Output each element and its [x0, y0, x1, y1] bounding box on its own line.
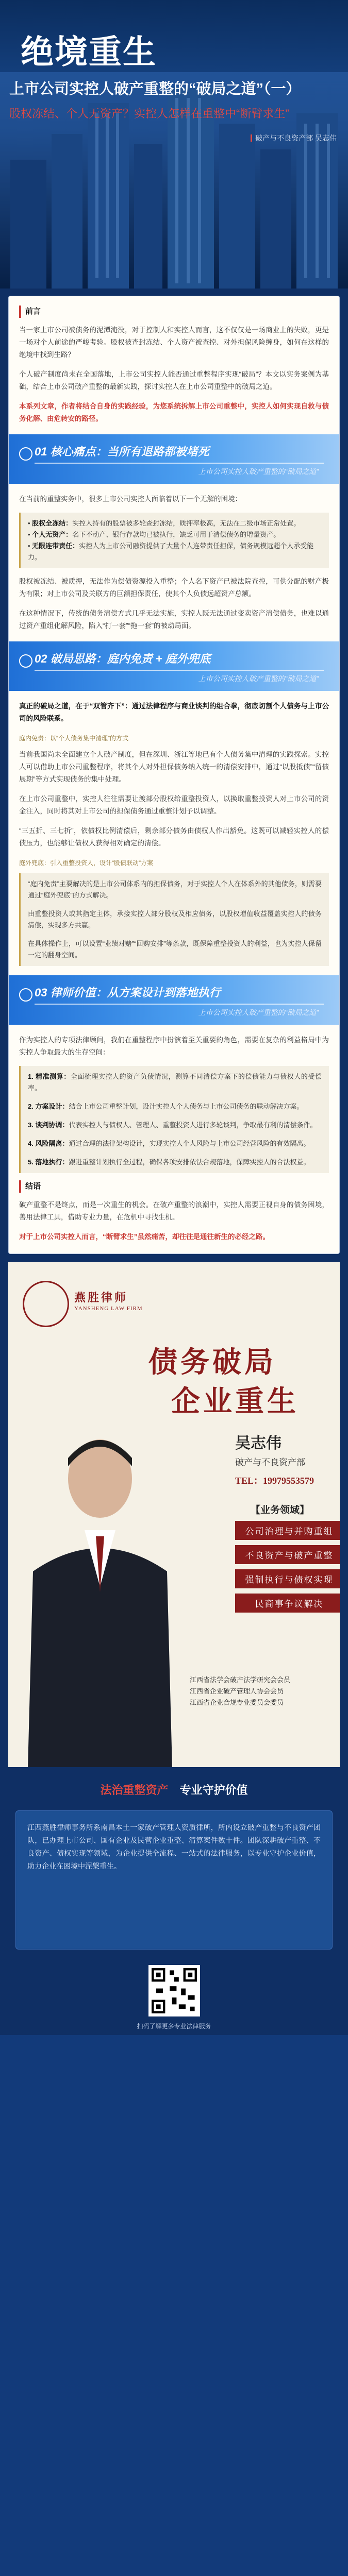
field-title: 【业务领域】 — [251, 1505, 310, 1516]
intro-label: 前言 — [19, 306, 41, 318]
intro-paragraph: 当一家上市公司被债务的泥潭淹没，对于控制人和实控人而言，这不仅仅是一场商业上的失败，更是一场对个人前途的严峻考验。股权被查封冻结、个人资产被查控、对外担保风险缠身，如何在这样的绝境中找到生路？ — [19, 326, 329, 359]
conclusion-paragraph: 对于上市公司实控人而言，“断臂求生”虽然痛苦，却往往是通往新生的必经之路。 — [19, 1233, 270, 1241]
bullet-item — [28, 1138, 322, 1149]
section2-title: 02 破局思路：庭内免责 + 庭外兜底 — [35, 652, 211, 665]
footer-title — [0, 1782, 348, 1798]
qr-caption: 扫码了解更多专业法律服务 — [137, 2023, 211, 2030]
section3-subtitle: 上市公司实控人破产重整的“破局之道” — [198, 1008, 319, 1016]
section2-paragraph: “三五折、三七折”，依债权比例清偿后，剩余部分债务由债权人作出豁免。这既可以减轻实控人的偿债压力，也能够让债权人获得相对确定的清偿。 — [19, 827, 329, 847]
section2-banner — [9, 641, 339, 691]
section3-lead: 作为实控人的专项法律顾问，我们在重整程序中扮演着至关重要的角色，需要在复杂的利益格局中为实控人争取最大的生存空间： — [19, 1036, 329, 1056]
section3-banner — [9, 975, 339, 1025]
bullet-text: 名下不动产、银行存款均已被执行，缺乏可用于清偿债务的增量资产。 — [72, 531, 280, 538]
section2-paragraph: 在上市公司重整中，实控人往往需要让渡部分股权给重整投资人，以换取重整投资人对上市公司的资金注入，同时将其对上市公司的担保债务通过重整计划予以调整。 — [19, 795, 329, 815]
section3-title: 03 律师价值：从方案设计到落地执行 — [35, 986, 221, 999]
section2-paragraph: 由重整投资人或其指定主体，承接实控人部分股权及相应债务，以股权增值收益覆盖实控人的债务清偿，实现多方共赢。 — [28, 910, 322, 929]
lawyer-role: 破产与不良资产部 — [235, 1458, 305, 1467]
qualification-item: 江西省法学会破产法学研究会会员 — [190, 1676, 291, 1684]
firm-name-en: YANSHENG LAW FIRM — [74, 1306, 143, 1312]
hero-tagline: 股权冻结、个人无资产？实控人怎样在重整中“断臂求生” — [9, 107, 289, 120]
bullet-text: 代表实控人与债权人、管理人、重整投资人进行多轮谈判，争取最有利的清偿条件。 — [69, 1121, 317, 1129]
headline-1: 债务破局 — [148, 1347, 276, 1379]
bullet-head: 个人无资产： — [32, 531, 73, 538]
bullet-head: 1. 精准测算： — [28, 1073, 71, 1080]
hero-author — [251, 133, 337, 143]
bullet-item — [28, 1157, 322, 1168]
bullet-text: 结合上市公司重整计划，设计实控人个人债务与上市公司债务的联动解决方案。 — [69, 1103, 304, 1110]
bullet-head: 股权全冻结： — [32, 519, 73, 527]
qualification-item: 江西省企业破产管理人协会会员 — [190, 1687, 284, 1695]
section1-paragraph: 股权被冻结、被质押，无法作为偿债资源投入重整；个人名下资产已被法院查控，可供分配的财产极为有限；对上市公司及关联方的巨额担保责任，使其个人负债远超资产总额。 — [19, 578, 329, 598]
footer-body: 江西燕胜律师事务所系南昌本土一家破产管理人资质律所，所内设立破产重整与不良资产团队，已办理上市公司、国有企业及民营企业重整、清算案件数十件。团队深耕破产重整、不良资产、债权实现等领域，为企业提供全流程、一站式的法律服务，以专业守护企业价值，助力企业在困境中涅槃重生。 — [15, 1810, 333, 1950]
bullet-head: 5. 落地执行： — [28, 1158, 69, 1166]
footer-panel — [0, 1767, 348, 2035]
author-bar-icon — [251, 134, 252, 142]
field-tags — [235, 1521, 340, 1618]
firm-logo-icon — [23, 1281, 69, 1327]
field-tag: 公司治理与并购重组 — [235, 1521, 340, 1540]
intro-paragraph: 个人破产制度尚未在全国落地，上市公司实控人能否通过重整程序实现“破局”？本文以实务案例为基础，结合上市公司破产重整的最新实践，探讨实控人在上市公司重整中的破局之道。 — [19, 370, 329, 391]
field-tag: 不良资产与破产重整 — [235, 1545, 340, 1564]
footer-title-b: 专业守护价值 — [179, 1784, 248, 1797]
bullet-item: • 股权全冻结：实控人持有的股票被多轮查封冻结，质押率极高，无法在二级市场正常处置。 — [28, 519, 301, 527]
bullet-head: 无限连带责任： — [32, 542, 79, 550]
bullet-item — [28, 1101, 322, 1112]
section2-paragraph: “庭内免责”主要解决的是上市公司体系内的担保债务，对于实控人个人在体系外的其他债务，则需要通过“庭外兜底”的方式解决。 — [28, 880, 322, 899]
section2-note-tag: 庭内免责：以“个人债务集中清理”的方式 — [19, 735, 128, 742]
article — [0, 289, 348, 1767]
qr-code-icon[interactable] — [148, 1965, 200, 2016]
bullet-text: 实控人为上市公司融资提供了大量个人连带责任担保，债务规模远超个人承受能力。 — [28, 542, 314, 561]
qualification-item: 江西省企业合规专业委员会委员 — [190, 1699, 284, 1706]
bullet-head: 2. 方案设计： — [28, 1103, 69, 1110]
section1-paragraph: 在这种情况下，传统的债务清偿方式几乎无法实施，实控人既无法通过变卖资产清偿债务，也难以通过资产重组化解风险，陷入“打一套”“拖一套”的被动局面。 — [19, 609, 329, 630]
section2-note2-tag: 庭外兜底：引入重整投资人，设计“股债联动”方案 — [19, 859, 153, 867]
headline-2: 企业重生 — [171, 1386, 299, 1418]
lawyer-qualifications — [190, 1674, 340, 1708]
section1-subtitle: 上市公司实控人破产重整的“破局之道” — [198, 467, 319, 476]
section1-bullets — [19, 513, 329, 568]
section2-paragraph: 在具体操作上，可以设置“业绩对赌”“回购安排”等条款，既保障重整投资人的利益，也为实控人保留一定的翻身空间。 — [28, 940, 322, 959]
bullet-item — [28, 1071, 322, 1094]
bullet-item: • 个人无资产：名下不动产、银行存款均已被执行，缺乏可用于清偿债务的增量资产。 — [28, 531, 280, 538]
bullet-text: 实控人持有的股票被多轮查封冻结，质押率极高，无法在二级市场正常处置。 — [72, 519, 301, 527]
section3-bullets — [19, 1066, 329, 1173]
field-tag: 民商事争议解决 — [235, 1594, 340, 1613]
bullet-head: 4. 风险隔离： — [28, 1140, 69, 1147]
hero-banner — [0, 0, 348, 289]
banner-divider — [35, 1004, 324, 1005]
banner-divider — [35, 670, 324, 671]
section1-title: 01 核心痛点：当所有退路都被堵死 — [35, 445, 209, 458]
author-text: 破产与不良资产部 吴志伟 — [255, 134, 337, 142]
footer-title-a: 法治重整资产 — [100, 1784, 169, 1797]
intro-paragraph: 本系列文章，作者将结合自身的实践经验，为您系统拆解上市公司重整中，实控人如何实现自救与债务化解、由危转安的路径。 — [19, 402, 329, 422]
article-card — [8, 296, 340, 1254]
conclusion-label: 结语 — [19, 1180, 41, 1193]
section2-subtitle: 上市公司实控人破产重整的“破局之道” — [198, 674, 319, 683]
lawyer-name: 吴志伟 — [235, 1435, 281, 1452]
lawyer-profile — [8, 1262, 340, 1767]
hero-title: 绝境重生 — [21, 34, 157, 71]
bullet-item — [28, 1120, 322, 1131]
hero-subtitle: 上市公司实控人破产重整的“破局之道”（一） — [9, 81, 301, 97]
conclusion-paragraph: 破产重整不是终点，而是一次重生的机会。在破产重整的浪潮中，实控人需要正视自身的债务困境，善用法律工具，借助专业力量，在危机中寻找生机。 — [19, 1201, 329, 1221]
section2-paragraph: 当前我国尚未全面建立个人破产制度，但在深圳、浙江等地已有个人债务集中清理的实践探索。实控人可以借助上市公司重整程序，将其个人对外担保债务纳入统一的清偿安排中，通过“以股抵债”“留债展期”等方式实现债务的集中处理。 — [19, 751, 329, 783]
city-skyline-image — [0, 72, 348, 289]
bullet-text: 全面梳理实控人的资产负债情况，测算不同清偿方案下的偿债能力与债权人的受偿率。 — [28, 1073, 322, 1092]
bullet-text: 跟进重整计划执行全过程，确保各项安排依法合规落地，保障实控人的合法权益。 — [69, 1158, 310, 1166]
section2-lead: 真正的破局之道，在于“双管齐下”：通过法律程序与商业谈判的组合拳，彻底切割个人债务与上市公司的风险联系。 — [19, 702, 329, 722]
bullet-item: • 无限连带责任：实控人为上市公司融资提供了大量个人连带责任担保，债务规模远超个人承受能力。 — [28, 542, 314, 561]
section2-note — [19, 873, 329, 966]
bullet-text: 通过合理的法律架构设计，实现实控人个人风险与上市公司经营风险的有效隔离。 — [69, 1140, 310, 1147]
section1-banner — [9, 434, 339, 484]
field-tag: 强制执行与债权实现 — [235, 1569, 340, 1588]
firm-name: 燕胜律师 — [74, 1291, 128, 1304]
banner-divider — [35, 463, 324, 464]
circle-icon — [19, 654, 32, 668]
circle-icon — [19, 447, 32, 461]
lawyer-phone: TEL：19979553579 — [235, 1476, 314, 1486]
circle-icon — [19, 988, 32, 1002]
bullet-head: 3. 谈判协调： — [28, 1121, 69, 1129]
lawyer-photo — [18, 1417, 183, 1767]
section1-paragraph: 在当前的重整实务中，很多上市公司实控人面临着以下一个无解的困境： — [19, 495, 242, 503]
